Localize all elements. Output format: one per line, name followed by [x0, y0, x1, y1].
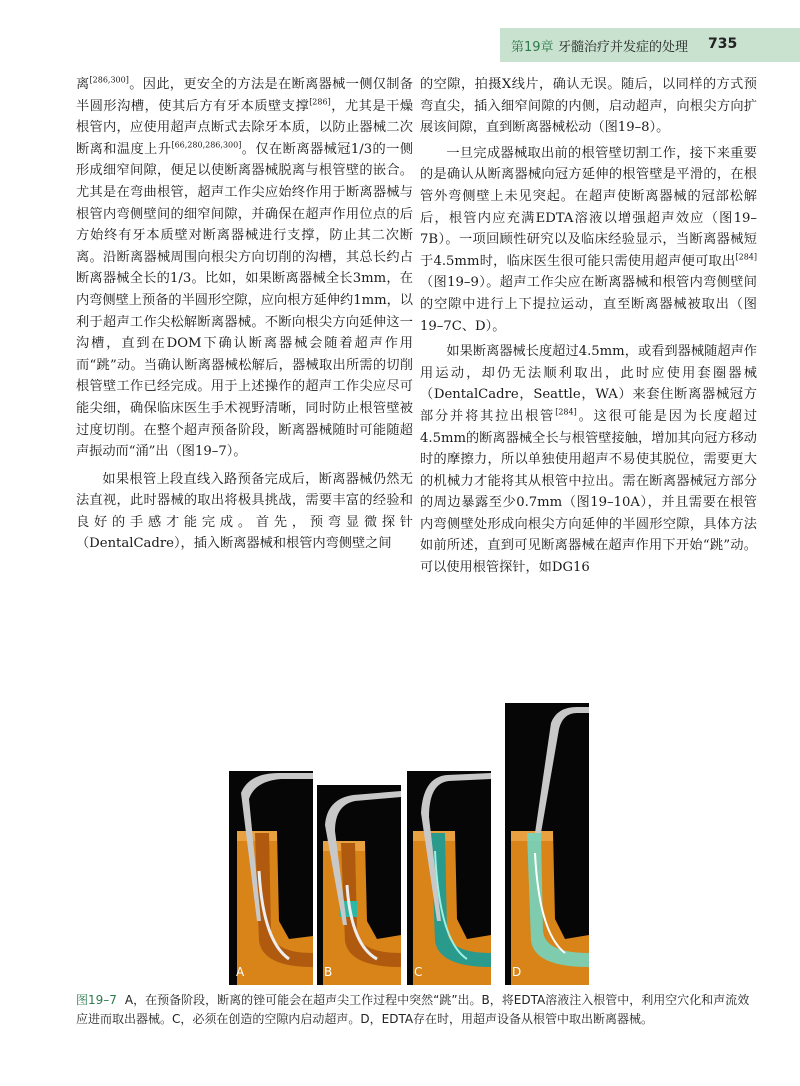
root-canal-illustration	[407, 771, 491, 985]
citation: [286,300]	[89, 75, 129, 85]
panel-label: C	[414, 965, 423, 979]
figure-panel-a	[229, 771, 313, 985]
paragraph	[420, 341, 757, 579]
text-run: 一旦完成器械取出前的根管壁切割工作，接下来重要的是确认从断离器械向冠方延伸的根管壁是平滑的，在根管外弯侧壁上未见突起。在超声使断离器械的冠部松解后，根管内应充满EDTA溶液以增强超声效应（图19–7B）。一项回顾性研究以及临床经验显示，当断离器械短于4.5mm时，临床医生很可能只需使用超声便可取出	[420, 145, 757, 269]
citation: [284]	[555, 407, 577, 417]
text-run: 离	[76, 77, 90, 92]
root-canal-illustration	[505, 703, 589, 985]
page-number: 735	[708, 36, 738, 52]
paragraph	[76, 74, 413, 463]
right-column	[420, 74, 757, 579]
chapter-title: 牙髓治疗并发症的处理	[558, 40, 689, 55]
citation: [284]	[735, 252, 757, 262]
panel-label: A	[236, 965, 245, 979]
panel-label: D	[512, 965, 522, 979]
left-column	[76, 74, 413, 555]
citation: [286]	[309, 97, 331, 107]
text-run: （图19–9）。超声工作尖应在断离器械和根管内弯侧壁间的空隙中进行上下提拉运动，直至断离器械被取出（图19–7C、D）。	[420, 275, 757, 334]
paragraph: 如果根管上段直线入路预备完成后，断离器械仍然无法直视，此时器械的取出将极具挑战，需要丰富的经验和良好的手感才能完成。首先，预弯显微探针（DentalCadre），插入断离器械和根管内弯侧壁之间	[76, 471, 413, 552]
text-run: 。这很可能是因为长度超过4.5mm的断离器械全长与根管壁接触，增加其向冠方移动时的摩擦力，所以单独使用超声不易使其脱位，需要更大的机械力才能将其从根管中拉出。需在断离器械冠方部分的周边暴露至少0.7mm（图19–10A），并且需要在根管内弯侧壁处形成向根尖方向延伸的半圆形空隙，具体方法如前所述，直到可见断离器械在超声作用下开始“跳”动。可以使用根管探针，如DG16	[420, 408, 758, 576]
text-run: 如果断离器械长度超过4.5mm，或看到器械随超声作用运动，却仍无法顺利取出，此时应使用套圈器械（DentalCadre，Seattle，WA）来套住断离器械冠方部分并将其拉出根管	[420, 344, 757, 424]
text-run: 。仅在断离器械冠1/3的一侧形成细窄间隙，便足以使断离器械脱离与根管壁的嵌合。尤其是在弯曲根管，超声工作尖应始终作用于断离器械与根管内弯侧壁间的细窄间隙，并确保在超声作用位点的后方始终有牙本质壁对断离器械进行支撑，防止其二次断离。沿断离器械周围向根尖方向切削的沟槽，其总长约占断离器械全长的1/3。比如，如果断离器械全长3mm，在内弯侧壁上预备的半圆形空隙，应向根方延伸约1mm，以利于超声工作尖松解断离器械。不断向根尖方向延伸这一沟槽，直到在DOM下确认断离器械会随着超声作用而“跳”动。当确认断离器械松解后，器械取出所需的切削根管壁工作已经完成。用于上述操作的超声工作尖应尽可能尖细，确保临床医生手术视野清晰，同时防止根管壁被过度切削。在整个超声预备阶段，断离器械随时可能随超声振动而“涌”出（图19–7）。	[76, 141, 414, 460]
paragraph	[420, 143, 757, 337]
figure-label: 图19–7	[76, 993, 117, 1007]
paragraph: 的空隙，拍摄X线片，确认无误。随后，以同样的方式预弯直尖，插入细窄间隙的内侧，启动超声，向根尖方向扩展该间隙，直到断离器械松动（图19–8）。	[420, 77, 757, 136]
text-run: ，尤其是干燥根管内，应使用超声点断式去除牙本质，以防止器械二次断离和温度上升	[76, 98, 414, 157]
figure-caption	[76, 991, 756, 1029]
panel-label: B	[324, 965, 333, 979]
figure-panel-b	[317, 785, 401, 985]
figure-panel-d	[505, 703, 589, 985]
root-canal-illustration	[229, 771, 313, 985]
root-canal-illustration	[317, 785, 401, 985]
figure-panel-c	[407, 771, 491, 985]
text-run: 。因此，更安全的方法是在断离器械一侧仅制备半圆形沟槽，使其后方有牙本质壁支撑	[76, 77, 413, 114]
caption-text: A，在预备阶段，断离的锉可能会在超声尖工作过程中突然“跳”出。B，将EDTA溶液注入根管中，利用空穴化和声流效应进而取出器械。C，必须在创造的空隙内启动超声。D，EDTA存在时，用超声设备从根管中取出断离器械。	[76, 993, 750, 1026]
figure-19-7	[229, 703, 589, 985]
citation: [66,280,286,300]	[171, 140, 242, 150]
chapter-number: 第19章	[511, 40, 554, 55]
